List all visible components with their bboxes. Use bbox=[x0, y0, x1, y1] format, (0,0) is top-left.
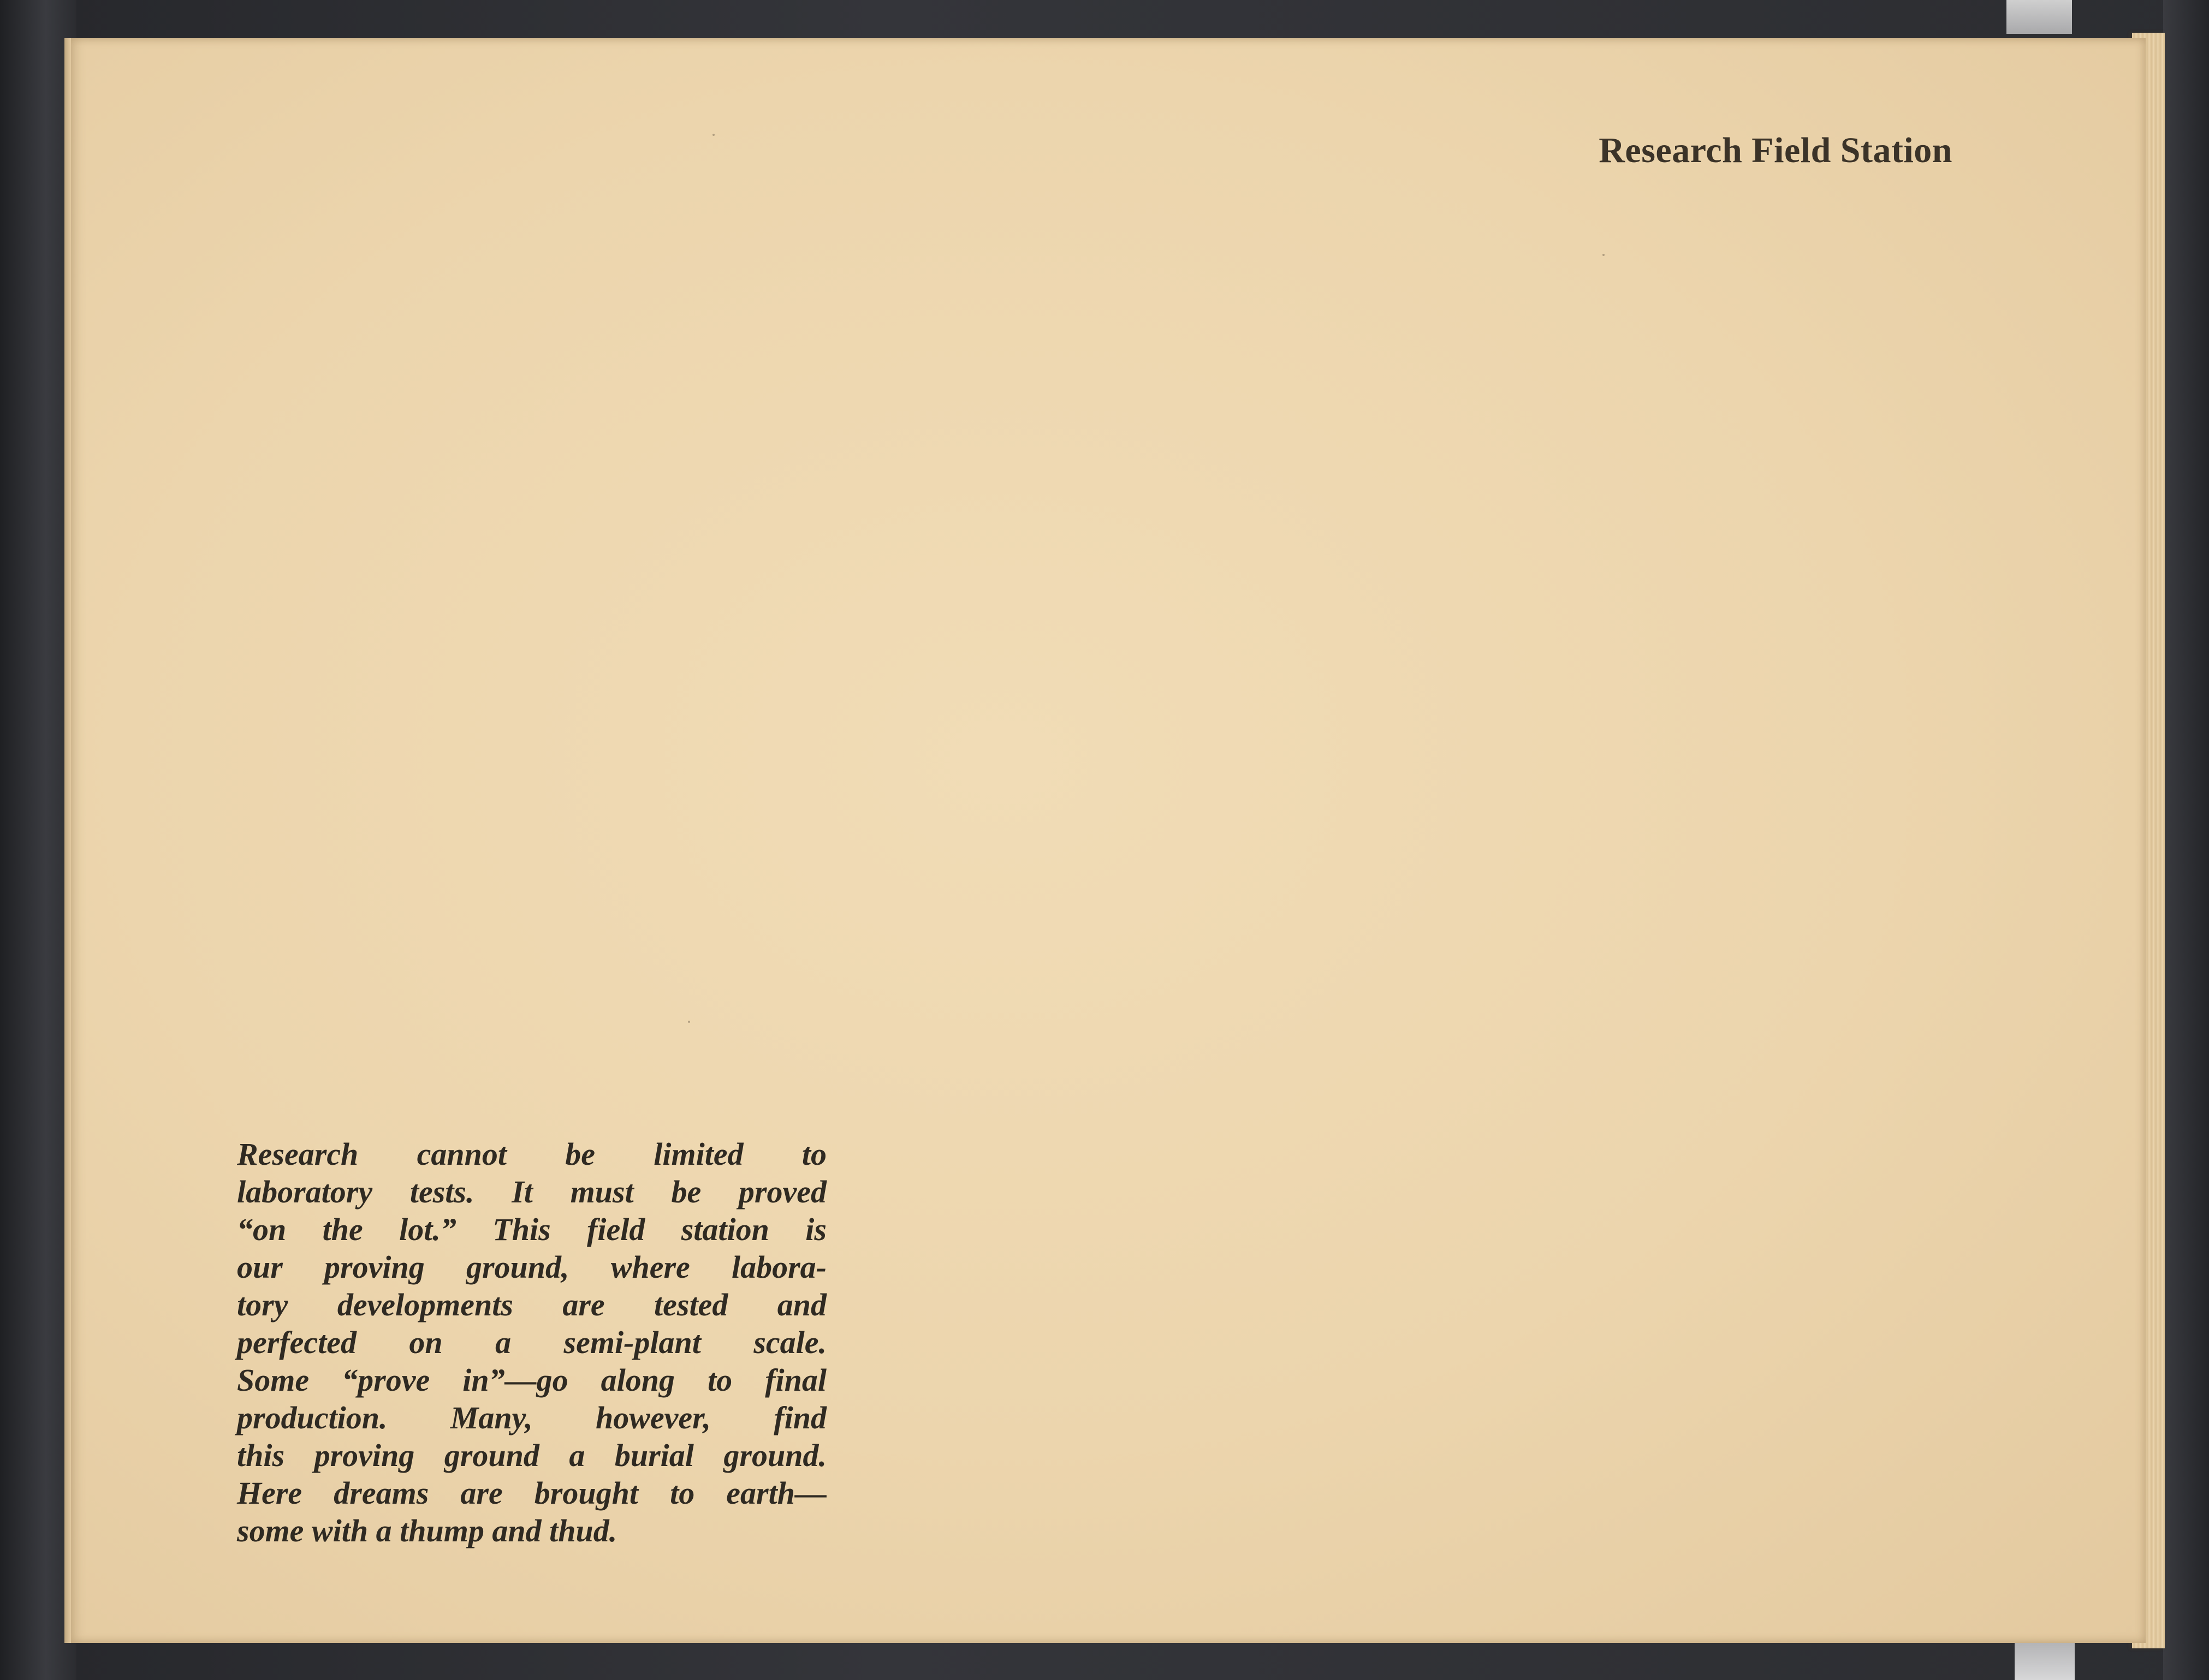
body-line: production. Many, however, find bbox=[237, 1400, 827, 1435]
body-line: Some “prove in”—go along to final bbox=[237, 1362, 827, 1398]
paper-speck bbox=[688, 1021, 690, 1023]
body-line: laboratory tests. It must be proved bbox=[237, 1174, 827, 1210]
body-line: Here dreams are brought to earth— bbox=[237, 1475, 827, 1511]
body-line: “on the lot.” This field station is bbox=[237, 1212, 827, 1247]
body-line: Research cannot be limited to bbox=[237, 1136, 827, 1172]
binding-tab-bottom bbox=[2015, 1643, 2075, 1680]
body-line: our proving ground, where labora- bbox=[237, 1249, 827, 1285]
body-line: tory developments are tested and bbox=[237, 1287, 827, 1322]
body-line: perfected on a semi-plant scale. bbox=[237, 1325, 827, 1360]
page-title: Research Field Station bbox=[1599, 130, 1952, 170]
paper-speck bbox=[1602, 254, 1605, 256]
book-cover-right bbox=[2163, 0, 2209, 1680]
paper-speck bbox=[712, 134, 715, 136]
binding-tab-top bbox=[2006, 0, 2072, 34]
body-line: some with a thump and thud. bbox=[237, 1513, 617, 1548]
body-line: this proving ground a burial ground. bbox=[237, 1438, 827, 1473]
body-paragraph bbox=[237, 1135, 827, 1550]
